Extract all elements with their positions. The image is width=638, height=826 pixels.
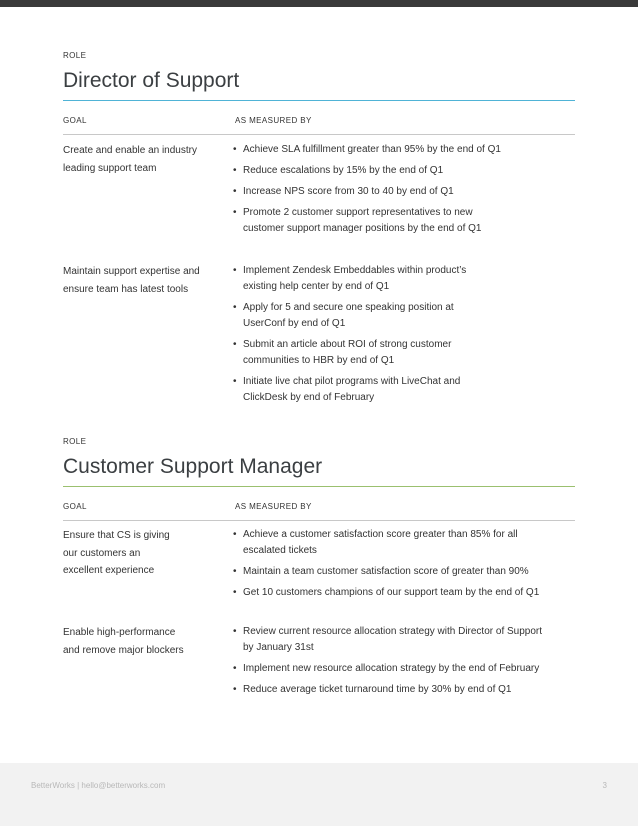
goal-header: GOAL bbox=[63, 502, 87, 511]
header-divider bbox=[63, 520, 575, 521]
footer-email[interactable]: hello@betterworks.com bbox=[81, 781, 166, 790]
role-title-rule bbox=[63, 454, 575, 487]
page-number: 3 bbox=[602, 781, 607, 790]
goal-line: ensure team has latest tools bbox=[63, 283, 189, 295]
role-section-manager bbox=[63, 436, 575, 703]
goal-line: Ensure that CS is giving bbox=[63, 530, 170, 541]
page-footer bbox=[0, 763, 638, 826]
goal-line: excellent experience bbox=[63, 565, 155, 576]
measure-item: • Increase NPS score from 30 to 40 by end of Q1 bbox=[233, 186, 454, 197]
measure-item: • Promote 2 customer support representatives to new customer support manager positions by the end of Q1 bbox=[233, 207, 482, 234]
role-title: Director of Support bbox=[63, 69, 240, 92]
measure-item: • Apply for 5 and secure one speaking position at UserConf by end of Q1 bbox=[233, 302, 454, 329]
role-section-director bbox=[63, 50, 575, 411]
footer-separator: | bbox=[77, 781, 80, 790]
measure-item: • Reduce escalations by 15% by the end of Q1 bbox=[233, 165, 444, 176]
measure-item: • Achieve a customer satisfaction score greater than 85% for all escalated tickets bbox=[233, 529, 518, 556]
header-divider bbox=[63, 134, 575, 135]
goal-line: and remove major blockers bbox=[63, 644, 184, 656]
measure-item: • Initiate live chat pilot programs with LiveChat and ClickDesk by end of February bbox=[233, 376, 461, 403]
goal-text bbox=[63, 527, 233, 606]
goal-row bbox=[63, 142, 575, 242]
measure-item: • Submit an article about ROI of strong customer communities to HBR by end of Q1 bbox=[233, 339, 452, 366]
goal-text bbox=[63, 624, 233, 703]
measure-item: • Review current resource allocation strategy with Director of Support by January 31st bbox=[233, 626, 543, 653]
goal-row bbox=[63, 263, 575, 411]
role-label: ROLE bbox=[63, 437, 87, 446]
goal-line: our customers an bbox=[63, 547, 141, 559]
measure-item: • Reduce average ticket turnaround time by 30% by end of Q1 bbox=[233, 684, 512, 695]
footer-contact bbox=[31, 781, 165, 790]
column-headers bbox=[63, 501, 575, 512]
measure-item: • Implement new resource allocation strategy by the end of February bbox=[233, 663, 540, 674]
role-title: Customer Support Manager bbox=[63, 455, 323, 478]
measure-item: • Get 10 customers champions of our support team by the end of Q1 bbox=[233, 587, 540, 598]
role-label: ROLE bbox=[63, 51, 87, 60]
column-headers bbox=[63, 115, 575, 126]
top-bar bbox=[0, 0, 638, 7]
measured-by-header: AS MEASURED BY bbox=[235, 502, 312, 511]
role-title-rule bbox=[63, 68, 575, 101]
goal-row bbox=[63, 624, 575, 703]
goal-header: GOAL bbox=[63, 116, 87, 125]
measure-list bbox=[233, 263, 575, 411]
footer-company: BetterWorks bbox=[31, 781, 75, 790]
measure-list bbox=[233, 142, 575, 242]
measure-list bbox=[233, 624, 575, 703]
measured-by-header: AS MEASURED BY bbox=[235, 116, 312, 125]
measure-item: • Implement Zendesk Embeddables within product’s existing help center by end of Q1 bbox=[233, 265, 467, 292]
goal-line: Maintain support expertise and bbox=[63, 266, 200, 277]
goal-text bbox=[63, 142, 233, 242]
goal-line: Create and enable an industry bbox=[63, 145, 197, 156]
measure-item: • Achieve SLA fulfillment greater than 95% by the end of Q1 bbox=[233, 144, 501, 155]
goal-row bbox=[63, 527, 575, 606]
measure-list bbox=[233, 527, 575, 606]
goal-text bbox=[63, 263, 233, 411]
measure-item: • Maintain a team customer satisfaction score of greater than 90% bbox=[233, 566, 529, 577]
goal-line: leading support team bbox=[63, 162, 157, 174]
goal-line: Enable high-performance bbox=[63, 627, 176, 638]
